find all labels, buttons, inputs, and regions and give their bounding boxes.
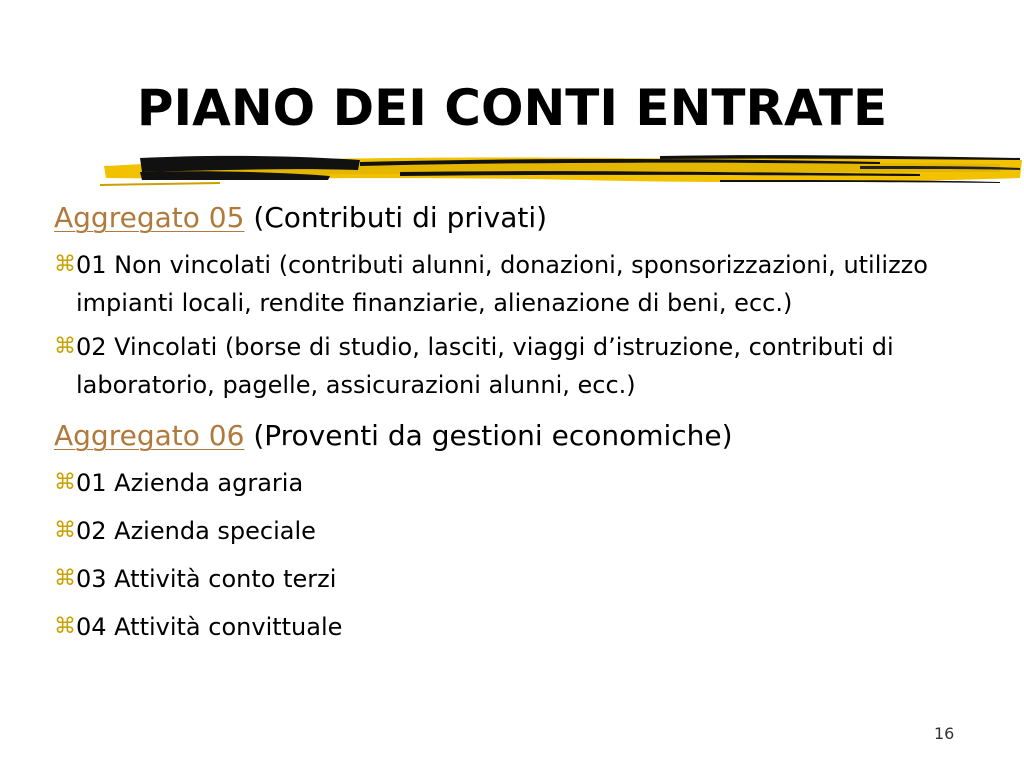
slide-title: PIANO DEI CONTI ENTRATE bbox=[136, 79, 888, 137]
page-number: 16 bbox=[934, 724, 955, 743]
list-item bbox=[54, 464, 984, 502]
command-key-icon: ⌘ bbox=[54, 566, 76, 591]
aggregato-05-link[interactable]: Aggregato 05 bbox=[54, 201, 245, 234]
section-heading-aggregato-05 bbox=[54, 196, 984, 240]
list-item-text: 02 Azienda speciale bbox=[76, 517, 316, 545]
list-item-text: 03 Attività conto terzi bbox=[76, 565, 337, 593]
slide-content bbox=[54, 196, 984, 646]
aggregato-05-description: (Contributi di privati) bbox=[253, 201, 548, 234]
list-item-text: 01 Azienda agraria bbox=[76, 469, 304, 497]
command-key-icon: ⌘ bbox=[54, 334, 76, 359]
list-item-text: 04 Attività convittuale bbox=[76, 613, 343, 641]
section-heading-aggregato-06 bbox=[54, 414, 984, 458]
command-key-icon: ⌘ bbox=[54, 614, 76, 639]
list-item bbox=[54, 560, 984, 598]
list-item-text: 02 Vincolati (borse di studio, lasciti, viaggi d’istruzione, contributi di laboratorio, pagelle, assicurazioni alunni, ecc.) bbox=[76, 333, 894, 399]
command-key-icon: ⌘ bbox=[54, 518, 76, 543]
list-item bbox=[54, 328, 984, 404]
command-key-icon: ⌘ bbox=[54, 470, 76, 495]
list-item bbox=[54, 608, 984, 646]
brush-stroke-underline bbox=[100, 150, 1024, 190]
list-item bbox=[54, 246, 984, 322]
aggregato-06-description: (Proventi da gestioni economiche) bbox=[253, 419, 733, 452]
aggregato-06-link[interactable]: Aggregato 06 bbox=[54, 419, 245, 452]
list-item bbox=[54, 512, 984, 550]
list-item-text: 01 Non vincolati (contributi alunni, donazioni, sponsorizzazioni, utilizzo impianti locali, rendite finanziarie, alienazione di beni, ecc.) bbox=[76, 251, 928, 317]
command-key-icon: ⌘ bbox=[54, 252, 76, 277]
